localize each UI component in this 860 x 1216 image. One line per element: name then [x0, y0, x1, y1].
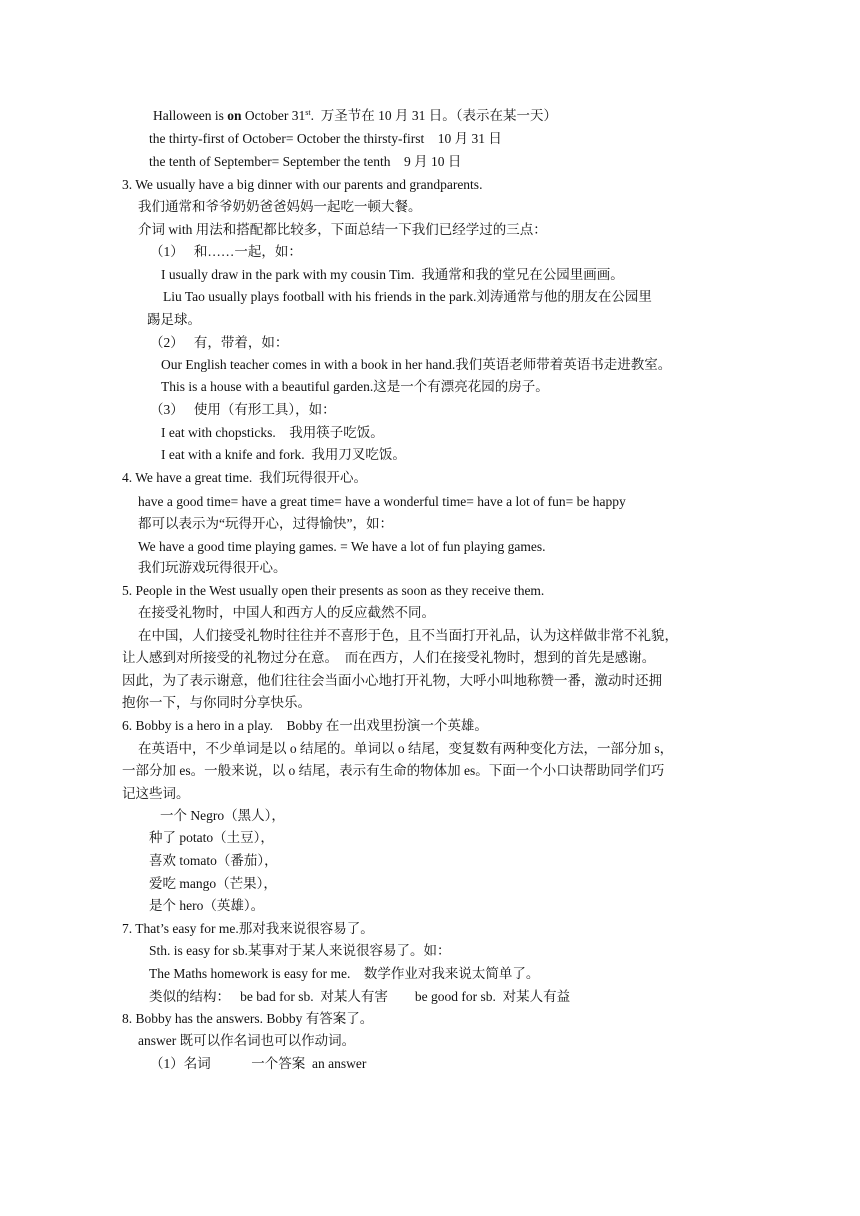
item4-equivalents: have a good time= have a great time= have a wonderful time= have a lot of fun= be happy: [138, 494, 626, 509]
usage1-example2a: Liu Tao usually plays football with his friends in the park.刘涛通常与他的朋友在公园里: [163, 289, 652, 304]
usage1-title: （1） 和……一起，如：: [150, 244, 302, 259]
rhyme-line5: 是个 hero（英雄）。: [149, 898, 265, 913]
usage1-example2b: 踢足球。: [147, 312, 201, 327]
item8-heading: 8. Bobby has the answers. Bobby 有答案了。: [122, 1011, 374, 1026]
usage2-example1: Our English teacher comes in with a book in her hand.我们英语老师带着英语书走进教室。: [161, 357, 672, 372]
rhyme-line3: 喜欢 tomato（番茄），: [149, 853, 278, 868]
item6-heading: 6. Bobby is a hero in a play. Bobby 在一出戏里扮演一个英雄。: [122, 718, 488, 733]
item4-example: We have a good time playing games. = We have a lot of fun playing games.: [138, 539, 546, 554]
usage3-title: （3） 使用（有形工具），如：: [150, 402, 336, 417]
usage1-example1: I usually draw in the park with my cousin Tim. 我通常和我的堂兄在公园里画画。: [161, 267, 624, 282]
item3-note: 介词 with 用法和搭配都比较多，下面总结一下我们已经学过的三点：: [138, 222, 547, 237]
tenth-line: the tenth of September= September the tenth 9 月 10 日: [149, 154, 462, 169]
rhyme-line4: 爱吃 mango（芒果），: [149, 876, 277, 891]
item7-example: The Maths homework is easy for me. 数学作业对我来说太简单了。: [149, 966, 540, 981]
item7-heading: 7. That’s easy for me.那对我来说很容易了。: [122, 921, 374, 936]
item3-translation: 我们通常和爷爷奶奶爸爸妈妈一起吃一顿大餐。: [138, 199, 422, 214]
item3-heading: 3. We usually have a big dinner with our parents and grandparents.: [122, 177, 483, 192]
usage2-title: （2） 有，带着，如：: [150, 335, 289, 350]
item4-meaning: 都可以表示为“玩得开心，过得愉快”，如：: [138, 516, 393, 531]
rhyme-line2: 种了 potato（土豆），: [149, 830, 274, 845]
item5-line2: 在中国，人们接受礼物时往往并不喜形于色，且不当面打开礼品，认为这样做非常不礼貌，: [138, 628, 678, 643]
item7-similar: 类似的结构： be bad for sb. 对某人有害 be good for sb. 对某人有益: [149, 989, 571, 1004]
item6-line3: 记这些词。: [122, 786, 190, 801]
rhyme-line1: 一个 Negro（黑人），: [160, 808, 285, 823]
thirty-first-line: the thirty-first of October= October the thirsty-first 10 月 31 日: [149, 131, 502, 146]
item6-line1: 在英语中，不少单词是以 o 结尾的。单词以 o 结尾，变复数有两种变化方法，一部分加 s，: [138, 741, 674, 756]
item5-heading: 5. People in the West usually open their presents as soon as they receive them.: [122, 583, 545, 598]
item8-noun: （1）名词 一个答案 an answer: [150, 1056, 367, 1071]
item7-pattern: Sth. is easy for sb.某事对于某人来说很容易了。如：: [149, 943, 451, 958]
item5-line3: 让人感到对所接受的礼物过分在意。 而在西方，人们在接受礼物时，想到的首先是感谢。: [122, 650, 656, 665]
item6-line2: 一部分加 es。一般来说，以 o 结尾，表示有生命的物体加 es。下面一个小口诀帮助同学们巧: [122, 763, 665, 778]
item8-note: answer 既可以作名词也可以作动词。: [138, 1033, 356, 1048]
item5-line1: 在接受礼物时，中国人和西方人的反应截然不同。: [138, 605, 435, 620]
item5-line5: 抱你一下，与你同时分享快乐。: [122, 695, 311, 710]
item5-line4: 因此，为了表示谢意，他们往往会当面小心地打开礼物，大呼小叫地称赞一番，激动时还拥: [122, 673, 662, 688]
usage2-example2: This is a house with a beautiful garden.这是一个有漂亮花园的房子。: [161, 379, 549, 394]
usage3-example1: I eat with chopsticks. 我用筷子吃饭。: [161, 425, 384, 440]
item4-example-translation: 我们玩游戏玩得很开心。: [138, 560, 287, 575]
usage3-example2: I eat with a knife and fork. 我用刀叉吃饭。: [161, 447, 406, 462]
item4-heading: 4. We have a great time. 我们玩得很开心。: [122, 470, 367, 485]
halloween-line: Halloween is on October 31st. 万圣节在 10 月 31 日。（表示在某一天）: [153, 108, 557, 123]
